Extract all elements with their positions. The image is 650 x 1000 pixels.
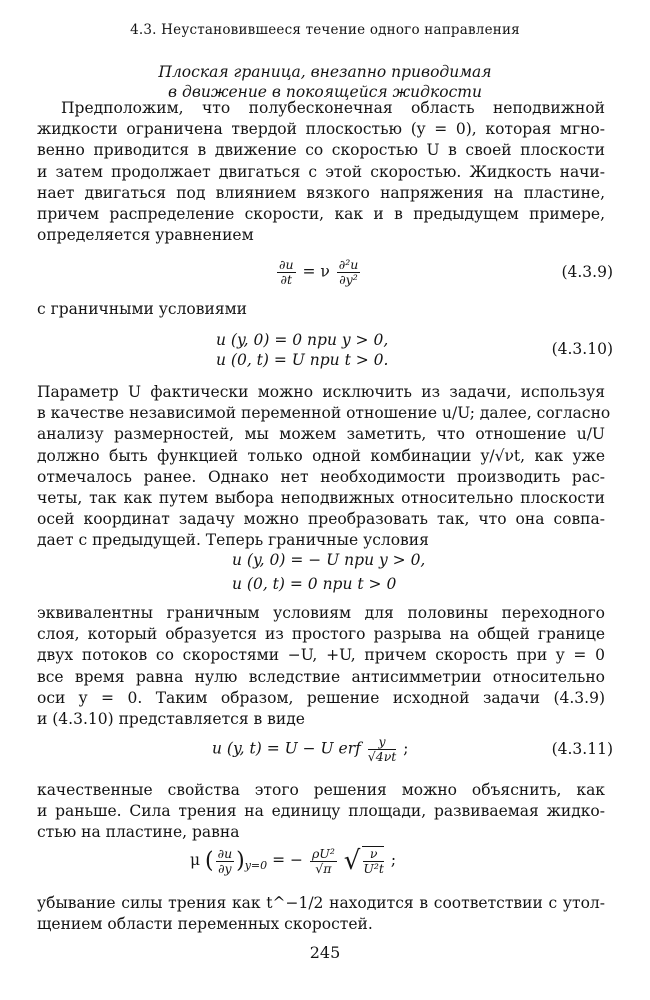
text-line: осей координат задачу можно преобразовать так, что она совпа- xyxy=(37,510,605,529)
equation-friction: μ ( $\frac{\partial u}{\partial y}$ )$_{y=0}$ = − $\frac{\text{ρU²}}{√\pi}$ √ $\frac{\nu}{\text{U²t}}$ ; xyxy=(190,845,397,876)
text-line: анализу размерностей, мы можем заметить, что отношение u/U xyxy=(37,425,605,444)
section-title-line-2: в движение в покоящейся жидкости xyxy=(168,83,482,101)
text-line: определяется уравнением xyxy=(37,226,254,245)
text-line: отмечалось ранее. Однако нет необходимости производить рас- xyxy=(37,467,605,486)
eq2-line-1: u (y, 0) = 0 при y > 0, xyxy=(216,331,389,349)
eq1-lhs-num: ∂u xyxy=(279,257,294,272)
text-line: все время равна нулю вследствие антисимметрии относительно xyxy=(37,667,605,686)
paragraph-equivalent xyxy=(37,603,605,730)
page-number: 245 xyxy=(309,943,341,962)
equation-4-3-10 xyxy=(216,330,388,370)
text-line: Предположим, что полубесконечная область неподвижной xyxy=(61,99,605,117)
text-line: двух потоков со скоростями −U, +U, причем скорость при y = 0 xyxy=(37,646,605,665)
text-line: жидкости ограничена твердой плоскостью (y = 0), которая мгно- xyxy=(37,120,605,139)
text-line: эквивалентны граничным условиям для половины переходного xyxy=(37,604,605,622)
equation-number-4-3-9: (4.3.9) xyxy=(561,263,613,281)
eq4-num: y xyxy=(368,735,397,750)
section-title-line-1: Плоская граница, внезапно приводимая xyxy=(158,63,492,81)
equation-4-3-9 xyxy=(275,258,362,287)
text-line: четы, так как путем выбора неподвижных относительно плоскости xyxy=(37,488,605,507)
text-line: Параметр U фактически можно исключить из задачи, используя xyxy=(37,383,605,401)
running-header: 4.3. Неустановившееся течение одного направления xyxy=(130,22,520,38)
paragraph-intro xyxy=(37,98,605,246)
text-line: и раньше. Сила трения на единицу площади, развиваемая жидко- xyxy=(37,802,605,821)
text-line: убывание силы трения как t^−1/2 находится в соответствии с утол- xyxy=(37,894,605,912)
text-line: дает с предыдущей. Теперь граничные условия xyxy=(37,531,429,550)
paragraph-qualitative xyxy=(37,780,605,844)
text-line: с граничными условиями xyxy=(37,300,247,318)
text-line: венно приводится в движение со скоростью U в своей плоскости xyxy=(37,141,605,160)
eq4-lhs: u (y, t) = U − U erf xyxy=(212,739,361,758)
equation-4-3-11 xyxy=(212,735,409,764)
eq5-root-den: U²t xyxy=(363,861,384,876)
text-line: слоя, который образуется из простого разрыва на общей границе xyxy=(37,625,605,644)
text-line: причем распределение скорости, как и в предыдущем примере, xyxy=(37,204,605,223)
section-title xyxy=(0,62,650,102)
eq3-line-2: u (0, t) = 0 при t > 0 xyxy=(232,575,397,593)
eq4-semicolon: ; xyxy=(403,739,409,758)
paragraph-boundary-conditions xyxy=(37,299,605,320)
eq5-equals: = − xyxy=(272,851,303,869)
text-line: в качестве независимой переменной отношение u/U; далее, согласно xyxy=(37,404,611,423)
eq1-equals: = ν xyxy=(302,262,330,281)
eq4-den: √4νt xyxy=(367,749,397,764)
text-line: оси y = 0. Таким образом, решение исходной задачи (4.3.9) xyxy=(37,688,605,707)
eq3-line-1: u (y, 0) = − U при y > 0, xyxy=(232,551,426,569)
eq5-frac-num: ρU² xyxy=(311,845,335,861)
text-line: качественные свойства этого решения можно объяснить, как xyxy=(37,781,605,799)
eq2-line-2: u (0, t) = U при t > 0. xyxy=(216,351,389,369)
text-line: нает двигаться под влиянием вязкого напряжения на пластине, xyxy=(37,183,605,202)
text-line: щением области переменных скоростей. xyxy=(37,915,373,934)
eq5-mu: μ xyxy=(190,851,201,869)
text-line: должно быть функцией только одной комбинации y/√νt, как уже xyxy=(37,446,605,465)
equation-boundary-antisymmetric xyxy=(232,548,425,596)
eq5-subscript: y=0 xyxy=(244,859,268,873)
eq1-lhs-den: ∂t xyxy=(280,272,292,287)
paragraph-parameter xyxy=(37,382,611,552)
eq5-semicolon: ; xyxy=(390,851,397,869)
paragraph-decay xyxy=(37,893,605,935)
eq5-frac-den: √π xyxy=(315,860,332,876)
eq5-root-num: ν xyxy=(363,847,384,862)
eq1-rhs-den: ∂y² xyxy=(339,272,358,287)
equation-number-4-3-11: (4.3.11) xyxy=(551,740,613,758)
eq5-deriv-den: ∂y xyxy=(218,860,232,876)
text-line: и (4.3.10) представляется в виде xyxy=(37,709,305,728)
equation-number-4-3-10: (4.3.10) xyxy=(551,340,613,358)
text-line: стью на пластине, равна xyxy=(37,823,240,842)
text-line: и затем продолжает двигаться с этой скоростью. Жидкость начи- xyxy=(37,162,605,181)
eq5-deriv-num: ∂u xyxy=(217,845,233,861)
eq1-rhs-num: ∂²u xyxy=(338,257,359,272)
